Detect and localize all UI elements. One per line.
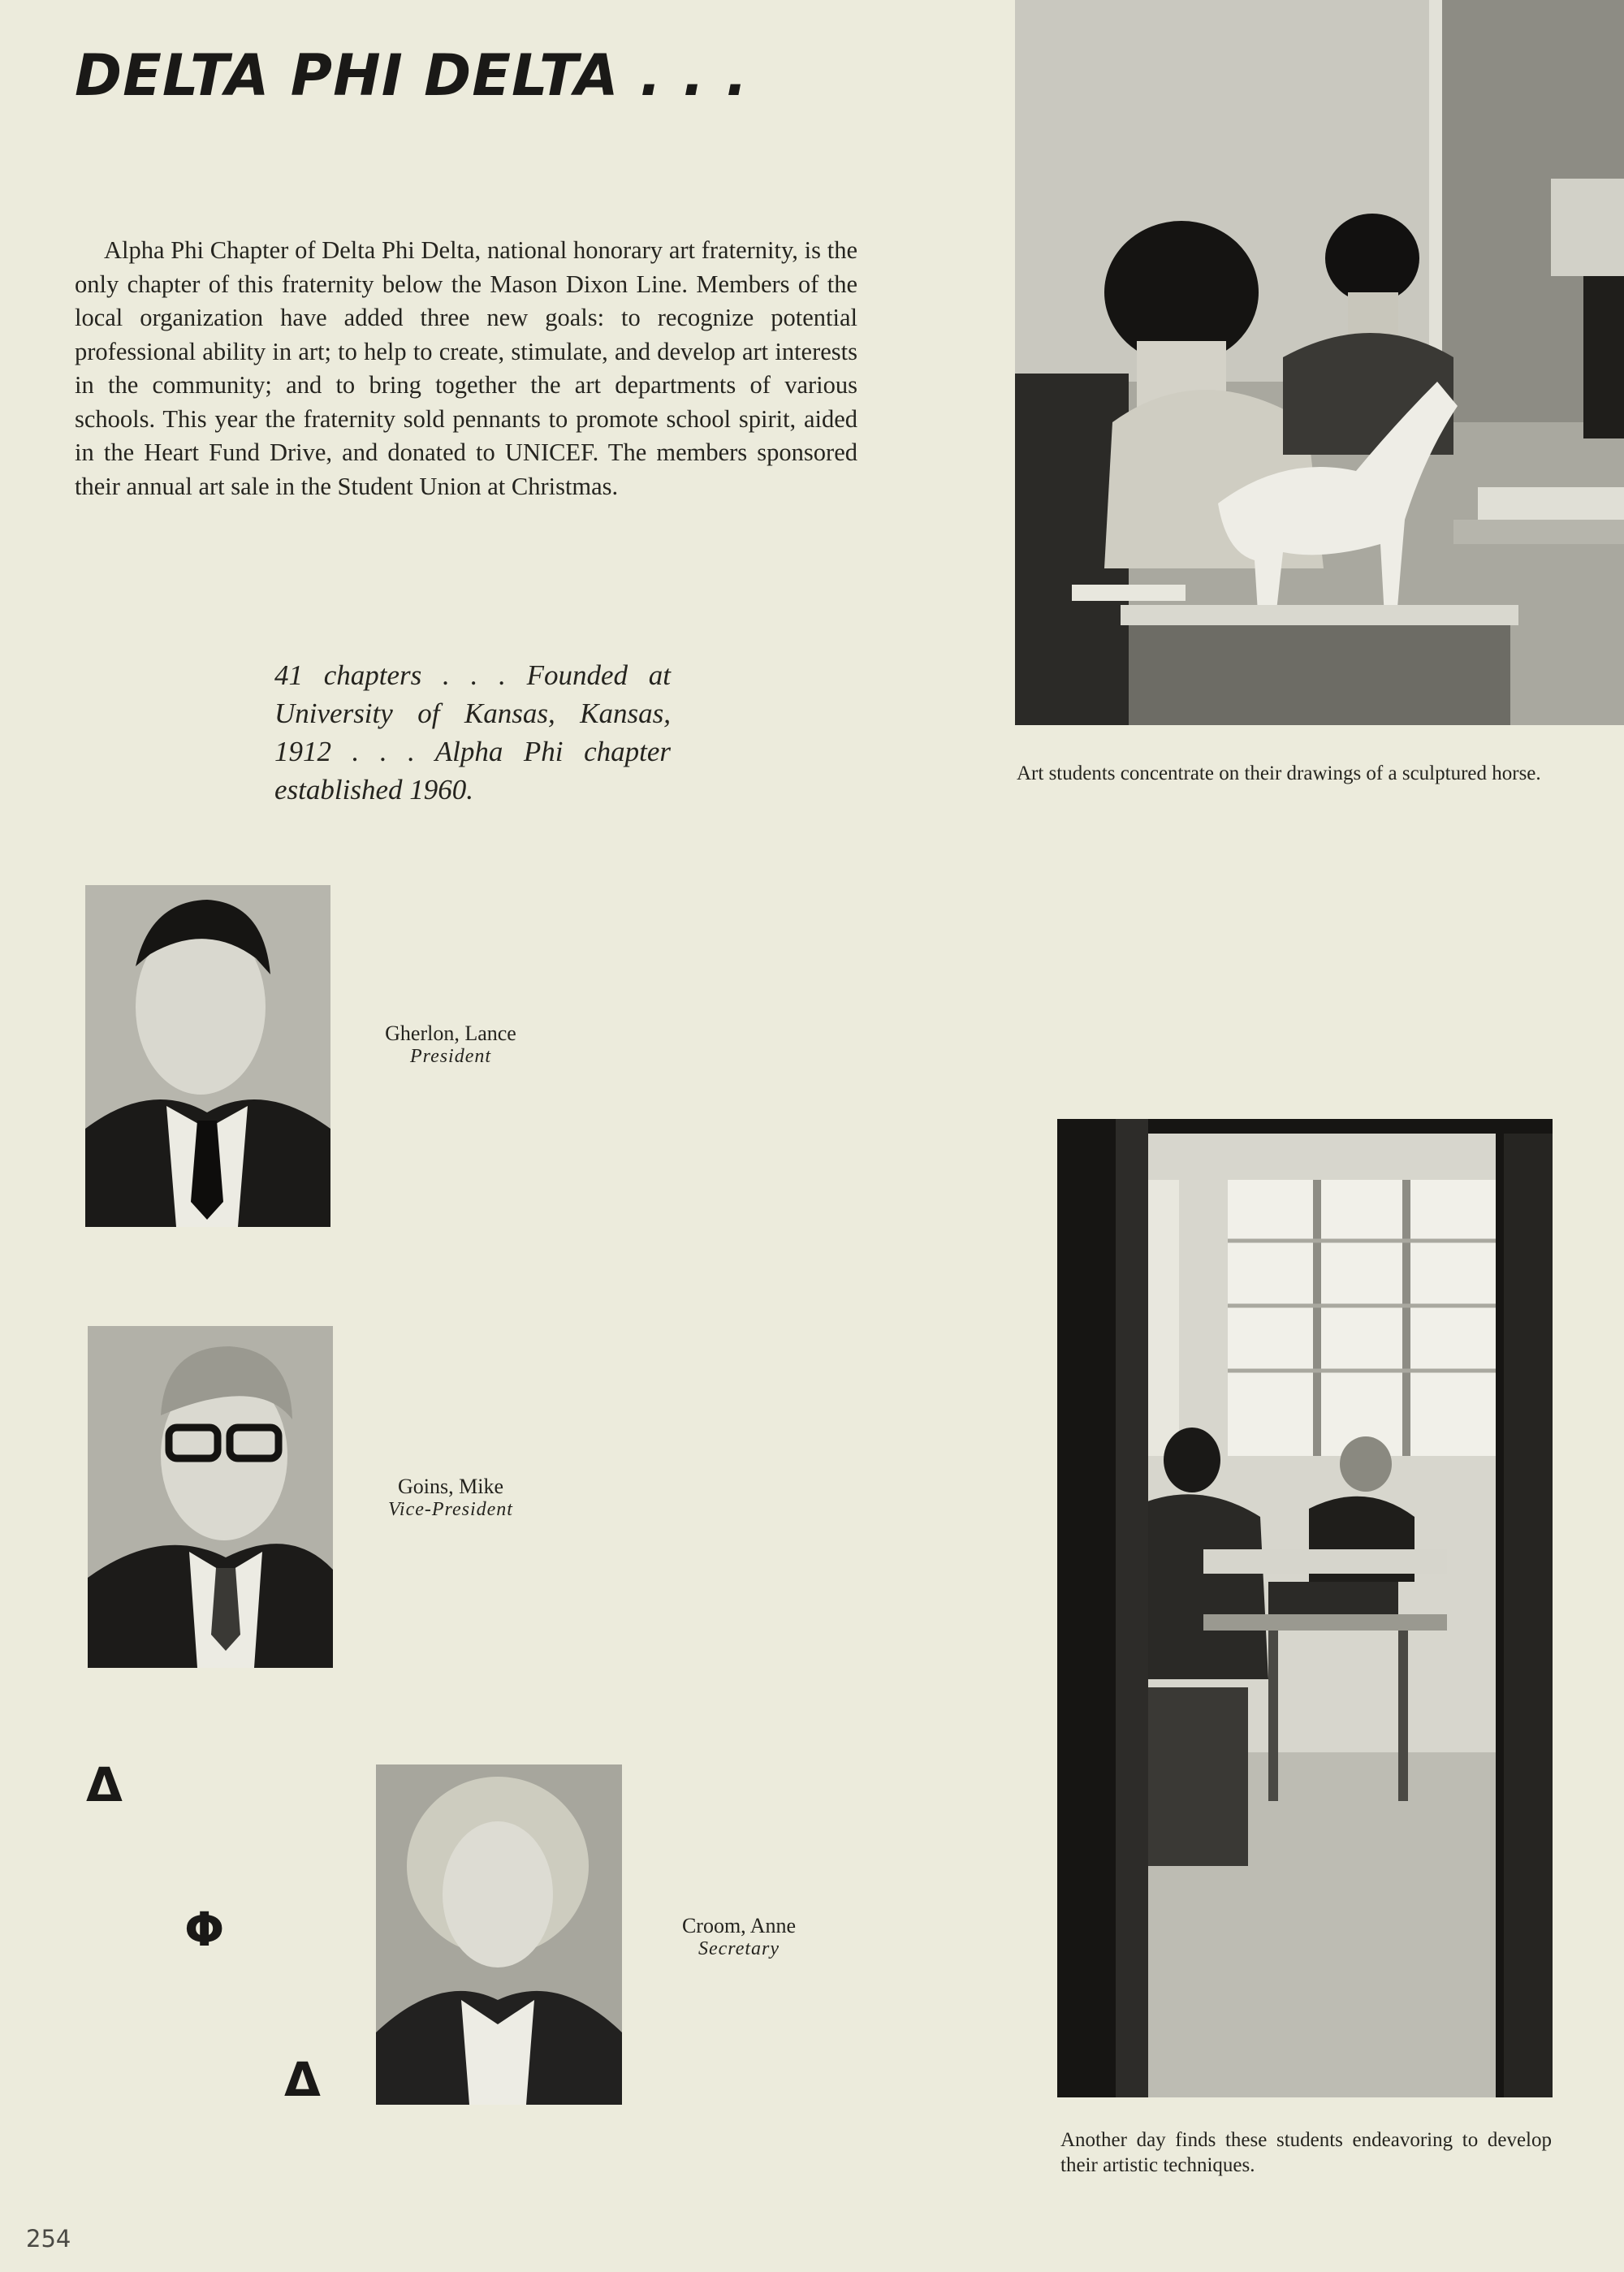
- officer-name: Croom, Anne: [681, 1914, 797, 1937]
- officer-portrait: [85, 885, 330, 1227]
- page-title: DELTA PHI DELTA . . .: [75, 42, 749, 109]
- officer-role: Vice-President: [388, 1499, 513, 1520]
- delta-letter: Δ: [86, 1757, 123, 1812]
- bottom-photo-caption: Another day finds these students endeavoring to develop their artistic techniques.: [1060, 2129, 1552, 2176]
- officer-label: [357, 1022, 544, 1068]
- officer-role: Secretary: [698, 1938, 780, 1959]
- chapter-facts: 41 chapters . . . Founded at University of Kansas, Kansas, 1912 . . . Alpha Phi chapter established 1960.: [274, 659, 671, 806]
- delta-letter: Δ: [284, 2052, 321, 2107]
- officer-name: Gherlon, Lance: [385, 1022, 516, 1045]
- top-photo-caption: Art students concentrate on their drawings of a sculptured horse.: [1017, 762, 1541, 784]
- officer-role: President: [409, 1046, 492, 1067]
- officer-label: [357, 1475, 544, 1521]
- officer-name: Goins, Mike: [398, 1475, 503, 1498]
- officer-portrait: [88, 1326, 333, 1668]
- phi-letter: Φ: [184, 1902, 225, 1957]
- page-number: 254: [26, 2225, 71, 2253]
- officer-portrait: [376, 1764, 622, 2105]
- intro-paragraph: Alpha Phi Chapter of Delta Phi Delta, national honorary art fraternity, is the only chapter of this fraternity below the Mason Dixon Line. Members of the local organization have added three new goals: to recognize potential professional ability in art; to help to create, stimulate, and develop art interests in the community; and to bring together the art departments of various schools. This year the fraternity sold pennants to promote school spirit, aided in the Heart Fund Drive, and donated to UNICEF. The members sponsored their annual art sale in the Student Union at Christmas.: [75, 236, 857, 500]
- officer-label: [646, 1914, 832, 1960]
- art-students-photo: [1015, 0, 1624, 725]
- classroom-photo: [1057, 1119, 1553, 2097]
